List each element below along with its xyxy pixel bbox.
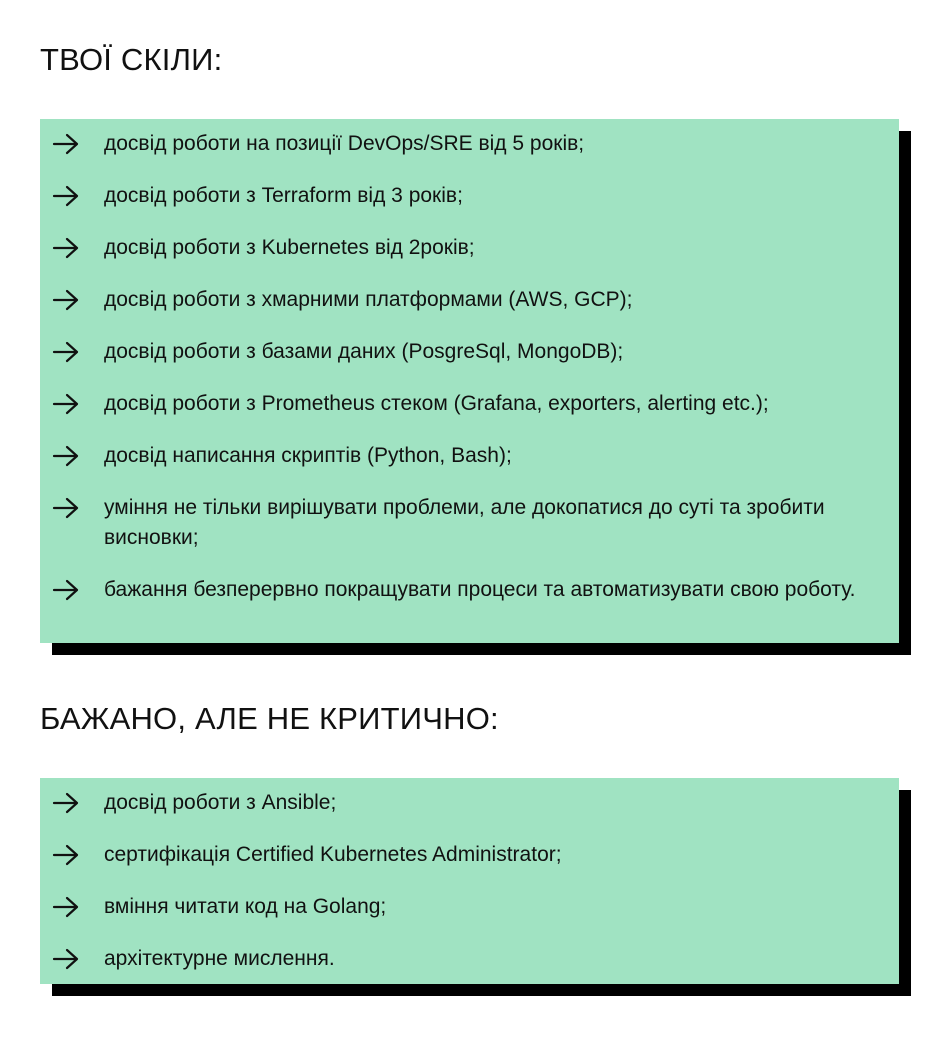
list-item (40, 892, 899, 922)
right-arrow-icon (52, 133, 80, 155)
skills-card-body (40, 119, 899, 643)
list-item (40, 575, 899, 605)
nice-to-have-list (40, 788, 899, 974)
list-item (40, 389, 899, 419)
right-arrow-icon (52, 948, 80, 970)
right-arrow-icon (52, 237, 80, 259)
right-arrow-icon (52, 792, 80, 814)
list-item (40, 944, 899, 974)
right-arrow-icon (52, 289, 80, 311)
right-arrow-icon (52, 341, 80, 363)
list-item-text: вміння читати код на Golang; (104, 895, 387, 918)
right-arrow-icon (52, 844, 80, 866)
right-arrow-icon (52, 579, 80, 601)
list-item-text: досвід роботи на позиції DevOps/SRE від 5 років; (104, 132, 585, 155)
list-item-text: досвід роботи з базами даних (PosgreSql, MongoDB); (104, 340, 624, 363)
right-arrow-icon (52, 445, 80, 467)
nice-to-have-card (40, 778, 899, 984)
list-item (40, 441, 899, 471)
list-item (40, 129, 899, 159)
section-title-nice-to-have: БАЖАНО, АЛЕ НЕ КРИТИЧНО: (40, 701, 499, 736)
list-item (40, 493, 899, 553)
list-item-text: уміння не тільки вирішувати проблеми, але докопатися до суті та зробити висновки; (104, 496, 825, 549)
list-item-text: бажання безперервно покращувати процеси та автоматизувати свою роботу. (104, 578, 856, 601)
list-item (40, 233, 899, 263)
list-item (40, 788, 899, 818)
list-item (40, 181, 899, 211)
right-arrow-icon (52, 896, 80, 918)
list-item-text: сертифікація Certified Kubernetes Administrator; (104, 843, 562, 866)
nice-to-have-card-body (40, 778, 899, 984)
list-item-text: досвід написання скриптів (Python, Bash); (104, 444, 512, 467)
right-arrow-icon (52, 393, 80, 415)
right-arrow-icon (52, 185, 80, 207)
list-item (40, 337, 899, 367)
skills-card (40, 119, 899, 643)
list-item-text: досвід роботи з Kubernetes від 2років; (104, 236, 475, 259)
list-item-text: досвід роботи з хмарними платформами (AWS, GCP); (104, 288, 633, 311)
list-item (40, 840, 899, 870)
list-item-text: досвід роботи з Prometheus стеком (Grafana, exporters, alerting etc.); (104, 392, 769, 415)
list-item-text: архітектурне мислення. (104, 947, 335, 970)
right-arrow-icon (52, 497, 80, 519)
list-item-text: досвід роботи з Terraform від 3 років; (104, 184, 463, 207)
section-title-skills: ТВОЇ СКІЛИ: (40, 42, 223, 77)
list-item-text: досвід роботи з Ansible; (104, 791, 337, 814)
skills-list (40, 129, 899, 605)
list-item (40, 285, 899, 315)
